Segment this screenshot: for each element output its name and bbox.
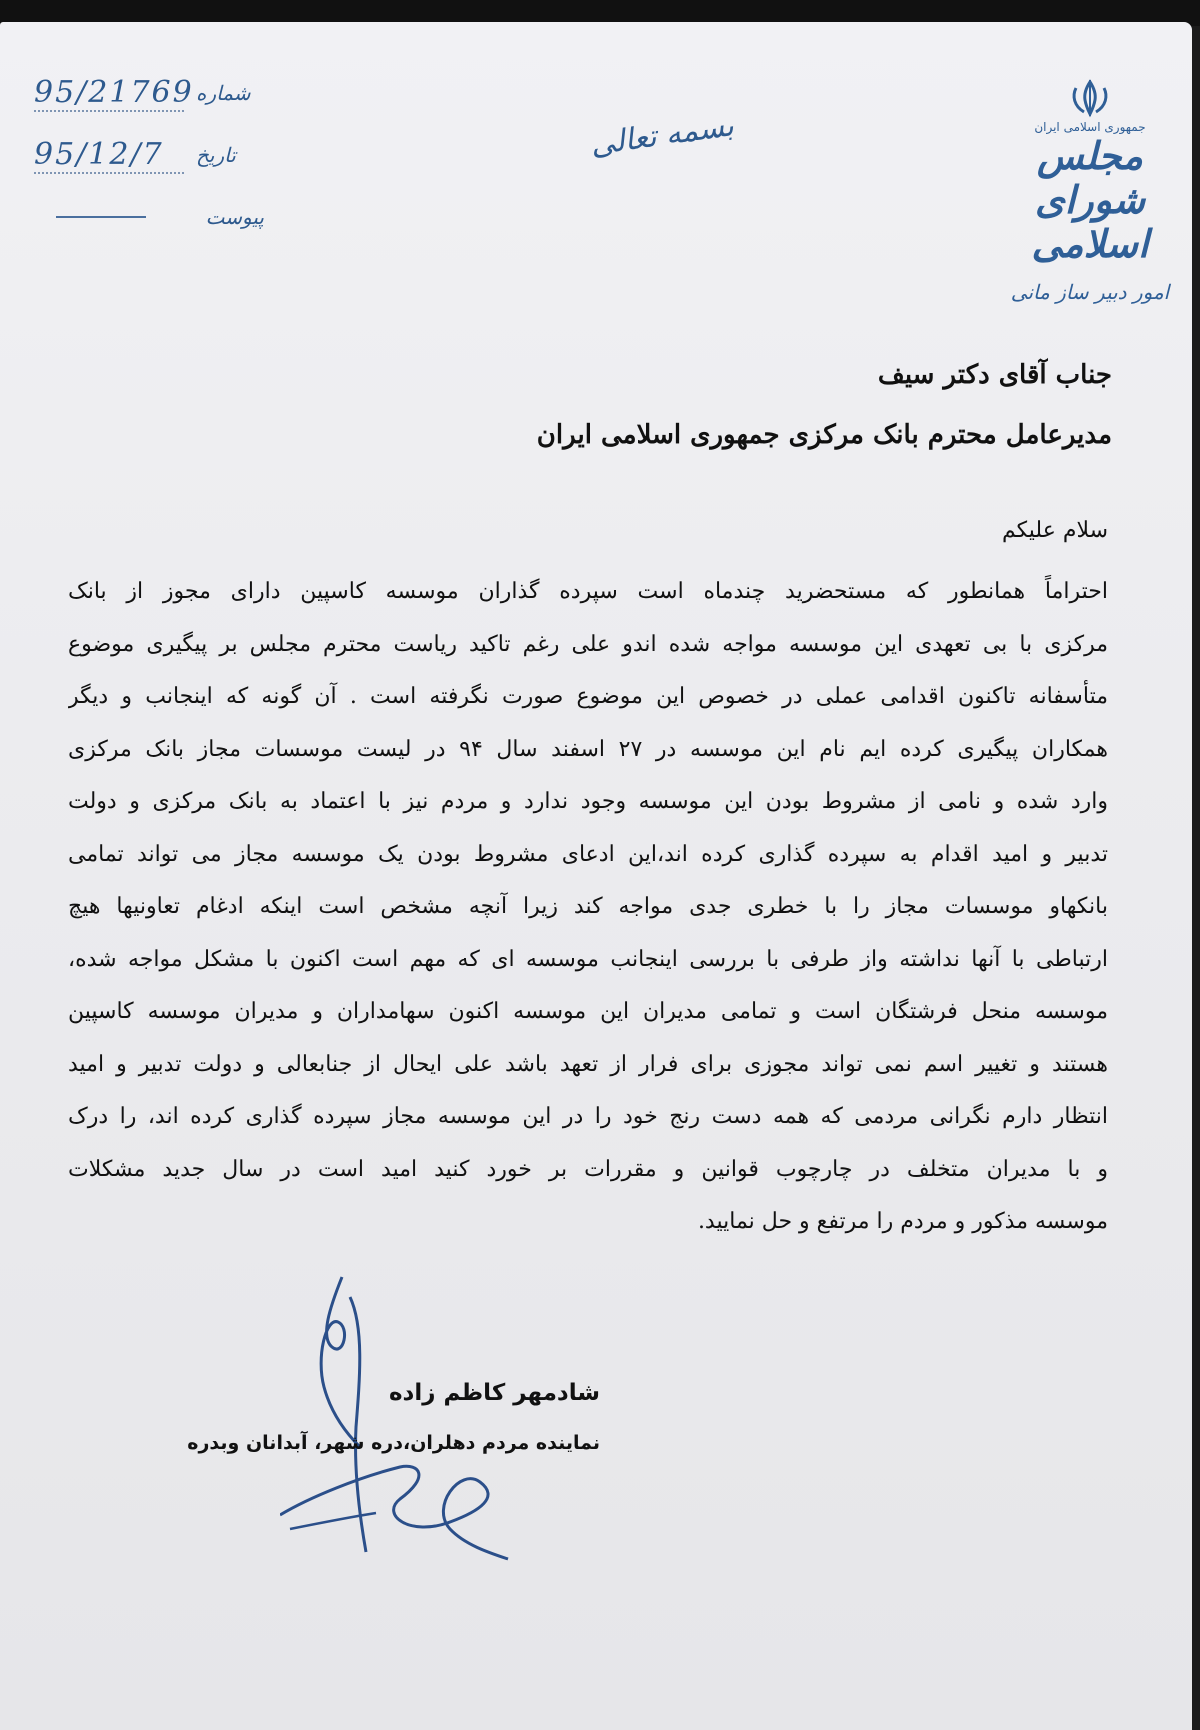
number-row: [34, 62, 264, 124]
body-line: تدبیر و امید اقدام به سپرده گذاری کرده اند،این ادعای مشروط بودن یک موسسه مجاز می تواند تمامی: [68, 841, 1108, 867]
letter-page: [0, 22, 1192, 1730]
letter-number: 95/21769: [34, 74, 194, 110]
body-line: احتراماً همانطور که مستحضرید چندماه است سپرده گذاران موسسه کاسپین دارای مجوز از بانک: [68, 579, 1108, 604]
emblem-country-text: جمهوری اسلامی ایران: [1034, 120, 1146, 134]
body-line: انتظار دارم نگرانی مردمی که همه دست رنج خود را در این موسسه مجاز سپرده گذاری کرده اند، را درک: [68, 1104, 1108, 1129]
letter-meta: [34, 62, 264, 248]
body-line: موسسه منحل فرشتگان است و تمامی مدیران این موسسه اکنون سهامداران و مدیران موسسه کاسپین: [68, 999, 1108, 1024]
letter-body: [68, 566, 1108, 1249]
emblem-parliament-text: مجلس شورای اسلامی: [1031, 133, 1149, 266]
body-line: ارتباطی با آنها نداشته واز طرفی با بررسی اینجانب موسسه ای که مهم است اکنون با مشکل مواجه شده،: [68, 946, 1108, 972]
handwritten-signature-icon: [280, 1267, 550, 1567]
body-line: موسسه مذکور و مردم را مرتفع و حل نمایید.: [697, 1209, 1108, 1234]
signatory-role: نماینده مردم دهلران،دره شهر، آبدانان وبدره: [187, 1432, 600, 1454]
body-line: مرکزی با بی تعهدی این موسسه مواجه شده اندو علی رغم تاکید ریاست محترم مجلس بر پیگیری موضوع: [68, 631, 1108, 657]
body-line: متأسفانه تاکنون اقدامی عملی در خصوص این موضوع صورت نگرفته است . آن گونه که اینجانب و دیگر: [68, 684, 1108, 709]
bismillah-mark: بسمه تعالی: [588, 108, 736, 163]
attachment-label: پیوست: [205, 205, 264, 229]
iran-emblem-icon: [1068, 78, 1112, 118]
letter-date: 95/12/7: [34, 137, 184, 174]
recipient-name: جناب آقای دکتر سیف: [877, 360, 1112, 390]
recipient-title: مدیرعامل محترم بانک مرکزی جمهوری اسلامی ایران: [536, 420, 1112, 450]
attachment-row: [34, 186, 264, 248]
salutation: سلام علیکم: [1001, 518, 1108, 543]
body-line: بانکهاو موسسات مجاز را با خطری جدی مواجه کند زیرا آنچه مشخص است اینکه ادغام تعاونیها هیچ: [68, 894, 1108, 919]
parliament-emblem: [1010, 78, 1170, 304]
body-line: وارد شده و نامی از مشروط بودن این موسسه وجود ندارد و مردم نیز با اعتماد به بانک مرکزی و دولت: [68, 789, 1108, 814]
body-line: همکاران پیگیری کرده ایم نام این موسسه در ۲۷ اسفند سال ۹۴ در لیست موسسات مجاز بانک مرکزی: [68, 736, 1108, 762]
emblem-office-text: امور دبیر ساز مانی: [1010, 280, 1170, 304]
date-label: تاریخ: [196, 143, 236, 167]
body-line: و با مدیران متخلف در چارچوب قوانین و مقررات بر خورد کنید امید است در سال جدید مشکلات: [68, 1156, 1108, 1182]
attachment-line: [56, 216, 146, 218]
body-line: هستند و تغییر اسم نمی تواند مجوزی برای فرار از تعهد باشد علی ایحال از جنابعالی و دولت تدبیر و امید: [68, 1051, 1108, 1077]
signatory-name: شادمهر کاظم زاده: [388, 1380, 600, 1406]
number-label: شماره: [196, 81, 251, 105]
recipient-block: [292, 360, 1112, 450]
date-row: [34, 124, 264, 186]
